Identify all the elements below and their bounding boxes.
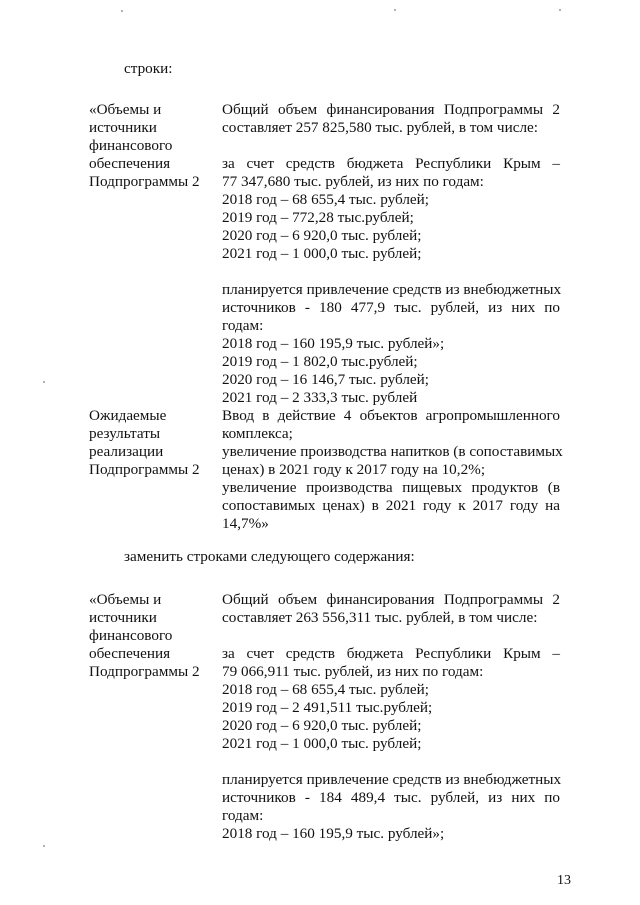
scan-speck bbox=[43, 845, 45, 847]
text-line: ценах) в 2021 году к 2017 году на 10,2%; bbox=[222, 461, 486, 478]
text-line: планируется привлечение средств из внебюджетных bbox=[222, 771, 562, 788]
label-line: «Объемы и bbox=[89, 101, 162, 118]
text-line: годам: bbox=[222, 317, 264, 334]
text-line: сопоставимых ценах) в 2021 году к 2017 году на bbox=[222, 497, 560, 514]
text-line: 77 347,680 тыс. рублей, из них по годам: bbox=[222, 173, 484, 190]
scan-speck bbox=[394, 9, 396, 11]
block3-label bbox=[89, 591, 217, 681]
text-line: 79 066,911 тыс. рублей, из них по годам: bbox=[222, 663, 484, 680]
text-line: 2019 год – 1 802,0 тыс.рублей; bbox=[222, 353, 418, 370]
text-line: 2021 год – 1 000,0 тыс. рублей; bbox=[222, 735, 422, 752]
label-line: Подпрограммы 2 bbox=[89, 461, 200, 478]
text-line: 2020 год – 6 920,0 тыс. рублей; bbox=[222, 717, 422, 734]
text-line: 14,7%» bbox=[222, 515, 269, 532]
text-line: Общий объем финансирования Подпрограммы 2 bbox=[222, 591, 560, 608]
label-line: «Объемы и bbox=[89, 591, 162, 608]
text-line: планируется привлечение средств из внебюджетных bbox=[222, 281, 562, 298]
text-line: 2019 год – 772,28 тыс.рублей; bbox=[222, 209, 414, 226]
text-line: источников - 180 477,9 тыс. рублей, из них по bbox=[222, 299, 560, 316]
replace-text: заменить строками следующего содержания: bbox=[124, 548, 415, 565]
text-line: источников - 184 489,4 тыс. рублей, из них по bbox=[222, 789, 560, 806]
block2-text bbox=[222, 407, 563, 533]
label-line: результаты bbox=[89, 425, 161, 442]
text-line: 2021 год – 2 333,3 тыс. рублей bbox=[222, 389, 418, 406]
label-line: источники bbox=[89, 119, 157, 136]
text-line: 2020 год – 16 146,7 тыс. рублей; bbox=[222, 371, 430, 388]
text-line: 2018 год – 68 655,4 тыс. рублей; bbox=[222, 191, 430, 208]
label-line: Ожидаемые bbox=[89, 407, 167, 424]
text-line: 2018 год – 68 655,4 тыс. рублей; bbox=[222, 681, 430, 698]
text-line: за счет средств бюджета Республики Крым – bbox=[222, 645, 560, 662]
scan-speck bbox=[559, 9, 561, 11]
block1-label bbox=[89, 101, 217, 191]
text-line: Ввод в действие 4 объектов агропромышленного bbox=[222, 407, 560, 424]
text-line: 2021 год – 1 000,0 тыс. рублей; bbox=[222, 245, 422, 262]
intro-text: строки: bbox=[124, 60, 173, 77]
block1-text bbox=[222, 101, 560, 407]
text-line: Общий объем финансирования Подпрограммы 2 bbox=[222, 101, 560, 118]
label-line: Подпрограммы 2 bbox=[89, 663, 200, 680]
text-line: 2018 год – 160 195,9 тыс. рублей»; bbox=[222, 335, 445, 352]
label-line: финансового bbox=[89, 137, 173, 154]
text-line: комплекса; bbox=[222, 425, 293, 442]
text-line: 2019 год – 2 491,511 тыс.рублей; bbox=[222, 699, 433, 716]
label-line: Подпрограммы 2 bbox=[89, 173, 200, 190]
scan-speck bbox=[43, 381, 45, 383]
label-line: обеспечения bbox=[89, 645, 171, 662]
label-line: реализации bbox=[89, 443, 164, 460]
text-line: составляет 263 556,311 тыс. рублей, в том числе: bbox=[222, 609, 538, 626]
page-number: 13 bbox=[557, 873, 571, 888]
label-line: обеспечения bbox=[89, 155, 171, 172]
text-line: увеличение производства пищевых продуктов (в bbox=[222, 479, 560, 496]
text-line: 2020 год – 6 920,0 тыс. рублей; bbox=[222, 227, 422, 244]
label-line: финансового bbox=[89, 627, 173, 644]
text-line: 2018 год – 160 195,9 тыс. рублей»; bbox=[222, 825, 445, 842]
label-line: источники bbox=[89, 609, 157, 626]
text-line: увеличение производства напитков (в сопоставимых bbox=[222, 443, 563, 460]
text-line: составляет 257 825,580 тыс. рублей, в том числе: bbox=[222, 119, 538, 136]
scan-speck bbox=[121, 10, 123, 12]
block3-text bbox=[222, 591, 560, 843]
text-line: годам: bbox=[222, 807, 264, 824]
block2-label bbox=[89, 407, 217, 479]
text-line: за счет средств бюджета Республики Крым – bbox=[222, 155, 560, 172]
